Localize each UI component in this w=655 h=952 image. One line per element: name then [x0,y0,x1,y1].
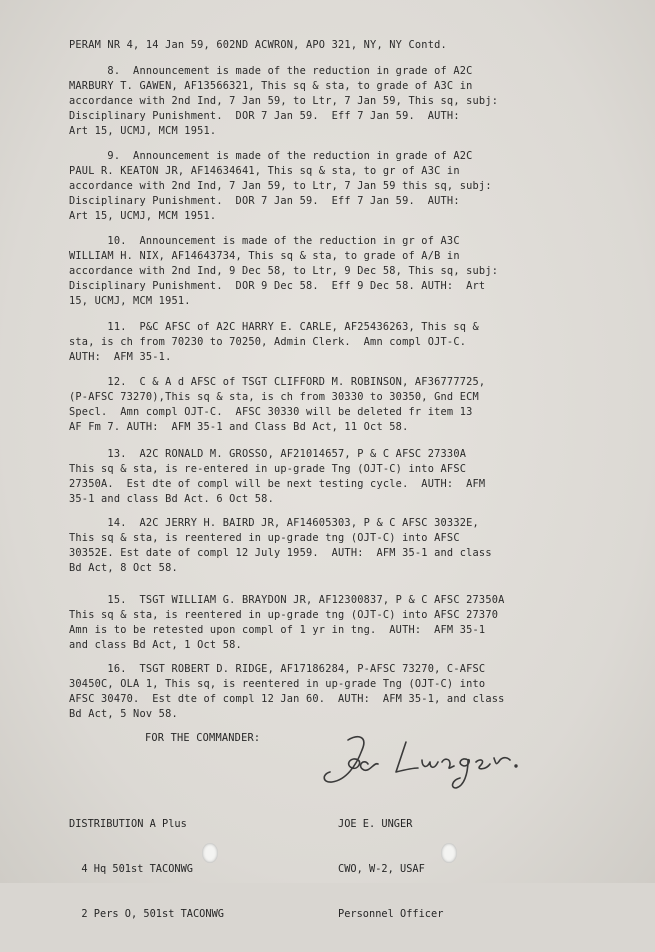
paragraph-line: 35-1 and class Bd Act. 6 Oct 58. [69,493,274,505]
paragraph-line: accordance with 2nd Ind, 9 Dec 58, to Ltr, 9 Dec 58, This sq, subj: [69,265,499,277]
distribution-line: 2 Pers O, 501st TACONWG [69,908,224,920]
paragraph-line: (P-AFSC 73270),This sq & sta, is ch from 30330 to 30350, Gnd ECM [69,391,479,403]
signer-title: Personnel Officer [338,908,444,920]
paragraph-line: Disciplinary Punishment. DOR 7 Jan 59. Eff 7 Jan 59. AUTH: [69,110,460,122]
paragraph-line: AFSC 30470. Est dte of compl 12 Jan 60. AUTH: AFM 35-1, and class [69,693,505,705]
paragraph-item [69,447,609,507]
paragraph-line: Specl. Amn compl OJT-C. AFSC 30330 will be deleted fr item 13 [69,406,473,418]
paragraph-line: 16. TSGT ROBERT D. RIDGE, AF17186284, P-AFSC 73270, C-AFSC [69,663,486,675]
punch-hole [202,843,218,863]
paragraph-item [69,64,609,139]
paragraph-line: This sq & sta, is reentered in up-grade tng (OJT-C) into AFSC 27370 [69,609,499,621]
signature-block [338,787,443,952]
paragraph-line: 15, UCMJ, MCM 1951. [69,295,191,307]
signer-rank: CWO, W-2, USAF [338,863,425,875]
paragraph-line: Disciplinary Punishment. DOR 9 Dec 58. Eff 9 Dec 58. AUTH: Art [69,280,486,292]
punch-hole [441,843,457,863]
document-header: PERAM NR 4, 14 Jan 59, 602ND ACWRON, APO 321, NY, NY Contd. [69,39,447,51]
paragraph-line: 8. Announcement is made of the reduction in grade of A2C [69,65,473,77]
paragraph-line: Bd Act, 5 Nov 58. [69,708,178,720]
distribution-line: 4 Hq 501st TACONWG [69,863,193,875]
paragraph-line: PAUL R. KEATON JR, AF14634641, This sq & sta, to gr of A3C in [69,165,460,177]
paragraph-line: Art 15, UCMJ, MCM 1951. [69,125,217,137]
paragraph-line: AF Fm 7. AUTH: AFM 35-1 and Class Bd Act, 11 Oct 58. [69,421,409,433]
paragraph-item [69,593,609,653]
paragraph-line: sta, is ch from 70230 to 70250, Admin Clerk. Amn compl OJT-C. [69,336,467,348]
paragraph-item [69,320,609,365]
paragraph-line: 30450C, OLA 1, This sq, is reentered in up-grade Tng (OJT-C) into [69,678,486,690]
paragraph-line: Bd Act, 8 Oct 58. [69,562,178,574]
paragraph-line: 15. TSGT WILLIAM G. BRAYDON JR, AF12300837, P & C AFSC 27350A [69,594,505,606]
paragraph-line: accordance with 2nd Ind, 7 Jan 59, to Ltr, 7 Jan 59 this sq, subj: [69,180,492,192]
paragraph-item [69,516,609,576]
paragraph-line: This sq & sta, is reentered in up-grade tng (OJT-C) into AFSC [69,532,460,544]
paragraph-line: 30352E. Est date of compl 12 July 1959. AUTH: AFM 35-1 and class [69,547,492,559]
paragraph-line: Disciplinary Punishment. DOR 7 Jan 59. Eff 7 Jan 59. AUTH: [69,195,460,207]
paragraph-line: WILLIAM H. NIX, AF14643734, This sq & sta, to grade of A/B in [69,250,460,262]
distribution-line: DISTRIBUTION A Plus [69,818,187,830]
paragraph-line: 13. A2C RONALD M. GROSSO, AF21014657, P & C AFSC 27330A [69,448,467,460]
closing-line: FOR THE COMMANDER: [145,732,261,744]
paragraph-line: and class Bd Act, 1 Oct 58. [69,639,242,651]
paragraph-line: 27350A. Est dte of compl will be next testing cycle. AUTH: AFM [69,478,486,490]
paragraph-line: 10. Announcement is made of the reduction in gr of A3C [69,235,460,247]
paragraph-line: 14. A2C JERRY H. BAIRD JR, AF14605303, P & C AFSC 30332E, [69,517,479,529]
paragraph-item [69,662,609,722]
paragraph-item [69,375,609,435]
paragraph-line: AUTH: AFM 35-1. [69,351,172,363]
signer-name: JOE E. UNGER [338,818,413,830]
paragraph-item [69,234,609,309]
paragraph-line: This sq & sta, is re-entered in up-grade Tng (OJT-C) into AFSC [69,463,467,475]
paragraph-line: 9. Announcement is made of the reduction in grade of A2C [69,150,473,162]
paragraph-line: Art 15, UCMJ, MCM 1951. [69,210,217,222]
paragraph-line: 11. P&C AFSC of A2C HARRY E. CARLE, AF25436263, This sq & [69,321,479,333]
paragraph-line: MARBURY T. GAWEN, AF13566321, This sq & sta, to grade of A3C in [69,80,473,92]
distribution-list [69,787,224,952]
paragraph-item [69,149,609,224]
paragraph-line: accordance with 2nd Ind, 7 Jan 59, to Ltr, 7 Jan 59, This sq, subj: [69,95,499,107]
paragraph-line: 12. C & A d AFSC of TSGT CLIFFORD M. ROBINSON, AF36777725, [69,376,486,388]
paragraph-line: Amn is to be retested upon compl of 1 yr in tng. AUTH: AFM 35-1 [69,624,486,636]
